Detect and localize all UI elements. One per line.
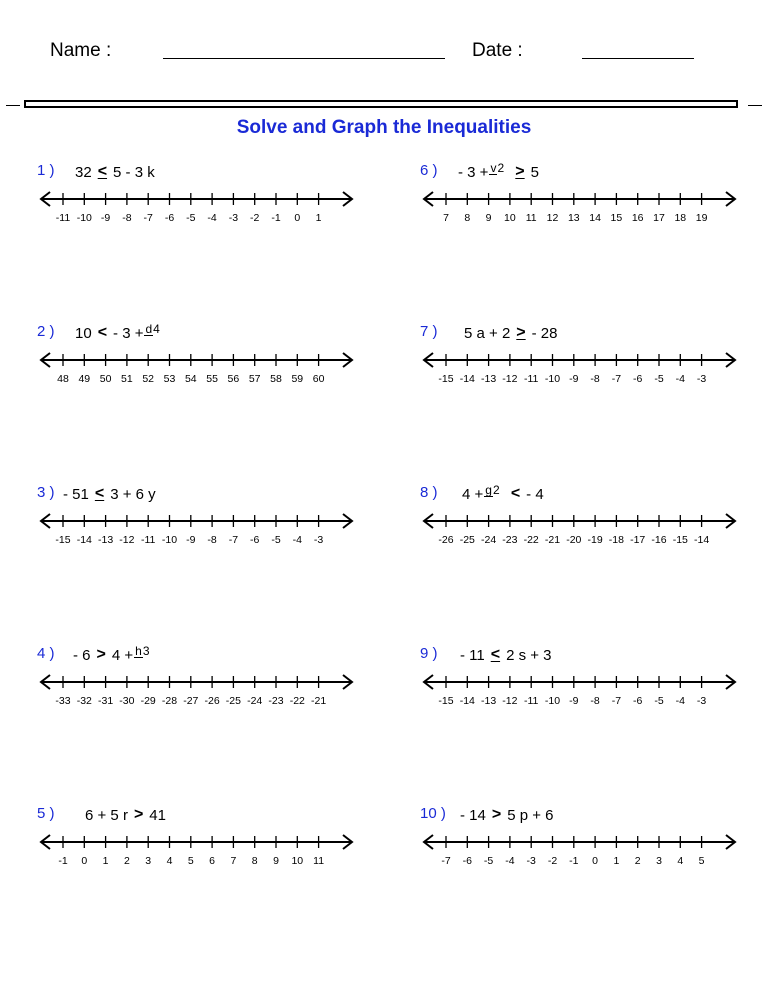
tick-label: -16 xyxy=(651,534,667,546)
tick-label: 55 xyxy=(206,373,218,385)
tick-label: 10 xyxy=(291,855,304,867)
inequality xyxy=(73,645,151,665)
tick-label: -3 xyxy=(228,212,239,224)
tick-label: -8 xyxy=(590,373,600,385)
tick-label: -25 xyxy=(225,695,241,707)
right-side: - 3 + xyxy=(113,324,144,342)
tick-label: 15 xyxy=(610,212,623,224)
tick-label: -5 xyxy=(186,212,196,224)
tick-label: -4 xyxy=(675,695,685,707)
tick-label: -11 xyxy=(55,212,71,224)
tick-label: -4 xyxy=(292,534,302,546)
tick-label: 49 xyxy=(78,373,91,385)
tick-label: -8 xyxy=(122,212,132,224)
tick-label: -3 xyxy=(526,855,536,867)
tick-label: 3 xyxy=(145,855,152,867)
inequality xyxy=(460,645,552,665)
relation-symbol: < xyxy=(490,646,501,663)
problem-number: 8 ) xyxy=(420,484,438,501)
tick-label: -15 xyxy=(672,534,688,546)
tick-label: -1 xyxy=(569,855,579,867)
tick-label: -20 xyxy=(566,534,582,546)
tick-label: 2 xyxy=(123,855,130,867)
tick-label: -29 xyxy=(140,695,156,707)
tick-label: -12 xyxy=(502,695,518,707)
tick-label: -26 xyxy=(204,695,220,707)
tick-label: -7 xyxy=(228,534,239,546)
tick-label: -10 xyxy=(76,212,92,224)
right-side: 4 + xyxy=(111,646,134,664)
tick-label: -9 xyxy=(569,373,579,385)
tick-label: 3 xyxy=(656,855,662,867)
fraction xyxy=(144,324,159,336)
tick-label: -7 xyxy=(611,373,622,385)
left-side: - 3 + xyxy=(458,163,489,181)
tick-label: -6 xyxy=(462,855,472,867)
tick-label: 5 xyxy=(187,855,194,867)
left-side: 4 + xyxy=(462,485,484,503)
tick-label: 4 xyxy=(677,855,684,867)
problem-6 xyxy=(420,162,760,242)
problem-number: 9 ) xyxy=(420,645,438,662)
tick-label: -10 xyxy=(544,695,561,707)
problem-1 xyxy=(37,162,377,242)
left-side: 6 + 5 r xyxy=(85,806,128,824)
tick-label: 11 xyxy=(525,212,537,224)
tick-label: -11 xyxy=(140,534,156,546)
tick-label: 50 xyxy=(99,373,112,385)
tick-label: 52 xyxy=(142,373,155,385)
tick-label: 54 xyxy=(184,373,197,385)
title-divider-bar xyxy=(24,100,738,108)
tick-label: -22 xyxy=(289,695,305,707)
inequality xyxy=(75,162,155,182)
fraction xyxy=(489,163,504,175)
left-side: 5 a + 2 xyxy=(464,324,511,342)
tick-label: -6 xyxy=(633,695,643,707)
right-side: 5 xyxy=(530,163,539,181)
left-side: - 51 xyxy=(63,485,89,503)
tick-label: -4 xyxy=(207,212,217,224)
tick-label: -7 xyxy=(611,695,622,707)
problem-number: 2 ) xyxy=(37,323,55,340)
tick-label: 8 xyxy=(464,212,471,224)
tick-label: 59 xyxy=(291,373,304,385)
tick-label: 57 xyxy=(248,373,261,385)
relation-symbol: > xyxy=(491,806,502,823)
tick-label: -5 xyxy=(654,373,664,385)
problem-2 xyxy=(37,323,377,403)
number-line[interactable] xyxy=(37,666,357,718)
tick-label: -24 xyxy=(247,695,263,707)
fraction-denominator: 3 xyxy=(142,644,150,658)
tick-label: 0 xyxy=(294,212,301,224)
relation-symbol: < xyxy=(94,485,105,502)
tick-label: -5 xyxy=(483,855,494,867)
tick-label: -7 xyxy=(143,212,153,224)
tick-label: -12 xyxy=(119,534,135,546)
tick-label: -2 xyxy=(250,212,260,224)
inequality xyxy=(458,162,539,182)
fraction-denominator: 2 xyxy=(497,161,505,175)
tick-label: -14 xyxy=(459,373,475,385)
tick-label: -26 xyxy=(438,534,454,546)
problem-number: 7 ) xyxy=(420,323,438,340)
tick-label: 19 xyxy=(695,212,708,224)
tick-label: -15 xyxy=(438,373,454,385)
problem-8 xyxy=(420,484,760,564)
fraction xyxy=(484,485,499,497)
tick-label: -6 xyxy=(250,534,260,546)
tick-label: 51 xyxy=(121,373,133,385)
problem-number: 10 ) xyxy=(420,805,446,822)
tick-label: 60 xyxy=(312,373,325,385)
divider-right-tick xyxy=(748,105,762,106)
tick-label: -7 xyxy=(441,855,451,867)
number-line[interactable] xyxy=(420,666,740,718)
tick-label: -2 xyxy=(547,855,558,867)
right-side: - 28 xyxy=(531,324,558,342)
fraction xyxy=(134,646,149,658)
relation-symbol: < xyxy=(510,485,521,502)
fraction-denominator: 4 xyxy=(153,322,160,336)
tick-label: -11 xyxy=(523,373,539,385)
right-side: 5 p + 6 xyxy=(507,806,554,824)
tick-label: -21 xyxy=(544,534,561,546)
tick-label: 53 xyxy=(163,373,176,385)
number-line[interactable] xyxy=(420,344,740,396)
fraction-numerator: d xyxy=(145,322,153,336)
relation-symbol: > xyxy=(516,324,526,341)
tick-label: 10 xyxy=(504,212,516,224)
tick-label: 7 xyxy=(443,212,449,224)
problem-10 xyxy=(420,805,760,885)
fraction-numerator: g xyxy=(485,483,492,497)
fraction-numerator: h xyxy=(135,644,142,658)
tick-label: -31 xyxy=(98,695,114,707)
tick-label: -14 xyxy=(76,534,92,546)
tick-label: -11 xyxy=(523,695,539,707)
number-line[interactable] xyxy=(37,505,357,557)
tick-label: -1 xyxy=(271,212,281,224)
number-line[interactable] xyxy=(420,183,740,235)
relation-symbol: > xyxy=(515,163,525,180)
name-label: Name : xyxy=(50,40,112,61)
tick-label: 5 xyxy=(698,855,705,867)
fraction-denominator: 2 xyxy=(492,483,500,497)
tick-label: -4 xyxy=(505,855,515,867)
tick-label: -6 xyxy=(633,373,643,385)
problem-3 xyxy=(37,484,377,564)
relation-symbol: > xyxy=(133,806,144,823)
tick-label: -15 xyxy=(438,695,454,707)
tick-label: -22 xyxy=(523,534,539,546)
tick-label: -17 xyxy=(630,534,646,546)
tick-label: -14 xyxy=(459,695,475,707)
tick-label: -8 xyxy=(207,534,217,546)
fraction-numerator: v xyxy=(490,161,497,175)
left-side: - 14 xyxy=(460,806,486,824)
tick-label: -9 xyxy=(186,534,196,546)
date-field-line[interactable] xyxy=(582,58,694,59)
problem-4 xyxy=(37,645,377,725)
problem-number: 3 ) xyxy=(37,484,55,501)
tick-label: 11 xyxy=(313,855,325,867)
tick-label: 2 xyxy=(634,855,641,867)
problem-number: 4 ) xyxy=(37,645,55,662)
right-side: 3 + 6 y xyxy=(110,485,156,503)
problem-number: 5 ) xyxy=(37,805,55,822)
tick-label: -3 xyxy=(696,695,707,707)
relation-symbol: > xyxy=(96,646,106,663)
tick-label: -4 xyxy=(675,373,685,385)
right-side: - 4 xyxy=(526,485,544,503)
left-side: 32 xyxy=(75,163,92,181)
tick-label: -3 xyxy=(313,534,324,546)
tick-label: 6 xyxy=(209,855,216,867)
problem-7 xyxy=(420,323,760,403)
number-line[interactable] xyxy=(420,505,740,557)
tick-label: -28 xyxy=(161,695,178,707)
inequality xyxy=(462,484,544,504)
tick-label: 48 xyxy=(57,373,69,385)
tick-label: -10 xyxy=(544,373,561,385)
tick-label: 1 xyxy=(315,212,322,224)
tick-label: -10 xyxy=(161,534,178,546)
number-line[interactable] xyxy=(37,183,357,235)
tick-label: 13 xyxy=(567,212,580,224)
tick-label: 4 xyxy=(166,855,173,867)
tick-label: 9 xyxy=(273,855,279,867)
inequality xyxy=(464,323,558,343)
tick-label: -1 xyxy=(58,855,68,867)
worksheet-title: Solve and Graph the Inequalities xyxy=(236,117,532,138)
tick-label: 0 xyxy=(592,855,599,867)
relation-symbol: < xyxy=(97,163,108,180)
tick-label: -13 xyxy=(98,534,114,546)
tick-label: -6 xyxy=(164,212,175,224)
inequality xyxy=(460,805,554,825)
left-side: - 6 xyxy=(73,646,91,664)
problem-number: 1 ) xyxy=(37,162,55,179)
divider-left-tick xyxy=(6,105,20,106)
tick-label: 14 xyxy=(589,212,601,224)
tick-label: 12 xyxy=(546,212,559,224)
problem-number: 6 ) xyxy=(420,162,438,179)
tick-label: -15 xyxy=(55,534,71,546)
tick-label: -33 xyxy=(55,695,71,707)
number-line[interactable] xyxy=(37,826,357,878)
tick-label: -14 xyxy=(694,534,710,546)
problem-5 xyxy=(37,805,377,885)
tick-label: -24 xyxy=(481,534,497,546)
inequality xyxy=(85,805,166,825)
tick-label: -27 xyxy=(183,695,199,707)
left-side: - 11 xyxy=(460,646,485,664)
tick-label: 9 xyxy=(485,212,492,224)
tick-label: -25 xyxy=(459,534,475,546)
tick-label: -13 xyxy=(481,695,497,707)
tick-label: 8 xyxy=(251,855,258,867)
tick-label: -23 xyxy=(502,534,518,546)
tick-label: 1 xyxy=(613,855,620,867)
inequality xyxy=(63,484,156,504)
tick-label: 0 xyxy=(81,855,88,867)
tick-label: 56 xyxy=(227,373,240,385)
tick-label: -5 xyxy=(654,695,664,707)
number-line[interactable] xyxy=(37,344,357,396)
inequality xyxy=(75,323,161,343)
tick-label: 58 xyxy=(270,373,282,385)
tick-label: 17 xyxy=(653,212,665,224)
tick-label: -9 xyxy=(100,212,111,224)
number-line[interactable] xyxy=(420,826,740,878)
tick-label: -5 xyxy=(271,534,281,546)
tick-label: -12 xyxy=(502,373,518,385)
tick-label: -9 xyxy=(569,695,579,707)
right-side: 2 s + 3 xyxy=(506,646,552,664)
name-field-line[interactable] xyxy=(163,58,445,59)
date-label: Date : xyxy=(472,40,523,61)
left-side: 10 xyxy=(75,324,92,342)
tick-label: -3 xyxy=(696,373,707,385)
right-side: 5 - 3 k xyxy=(113,163,155,181)
tick-label: -19 xyxy=(587,534,603,546)
tick-label: -23 xyxy=(268,695,284,707)
relation-symbol: < xyxy=(97,324,108,341)
tick-label: -18 xyxy=(608,534,624,546)
problem-9 xyxy=(420,645,760,725)
tick-label: 16 xyxy=(631,212,644,224)
tick-label: -32 xyxy=(76,695,92,707)
tick-label: 1 xyxy=(102,855,109,867)
tick-label: -30 xyxy=(119,695,135,707)
tick-label: -21 xyxy=(311,695,327,707)
tick-label: -13 xyxy=(481,373,497,385)
tick-label: 18 xyxy=(674,212,687,224)
tick-label: -8 xyxy=(590,695,600,707)
right-side: 41 xyxy=(149,806,166,824)
tick-label: 7 xyxy=(230,855,237,867)
